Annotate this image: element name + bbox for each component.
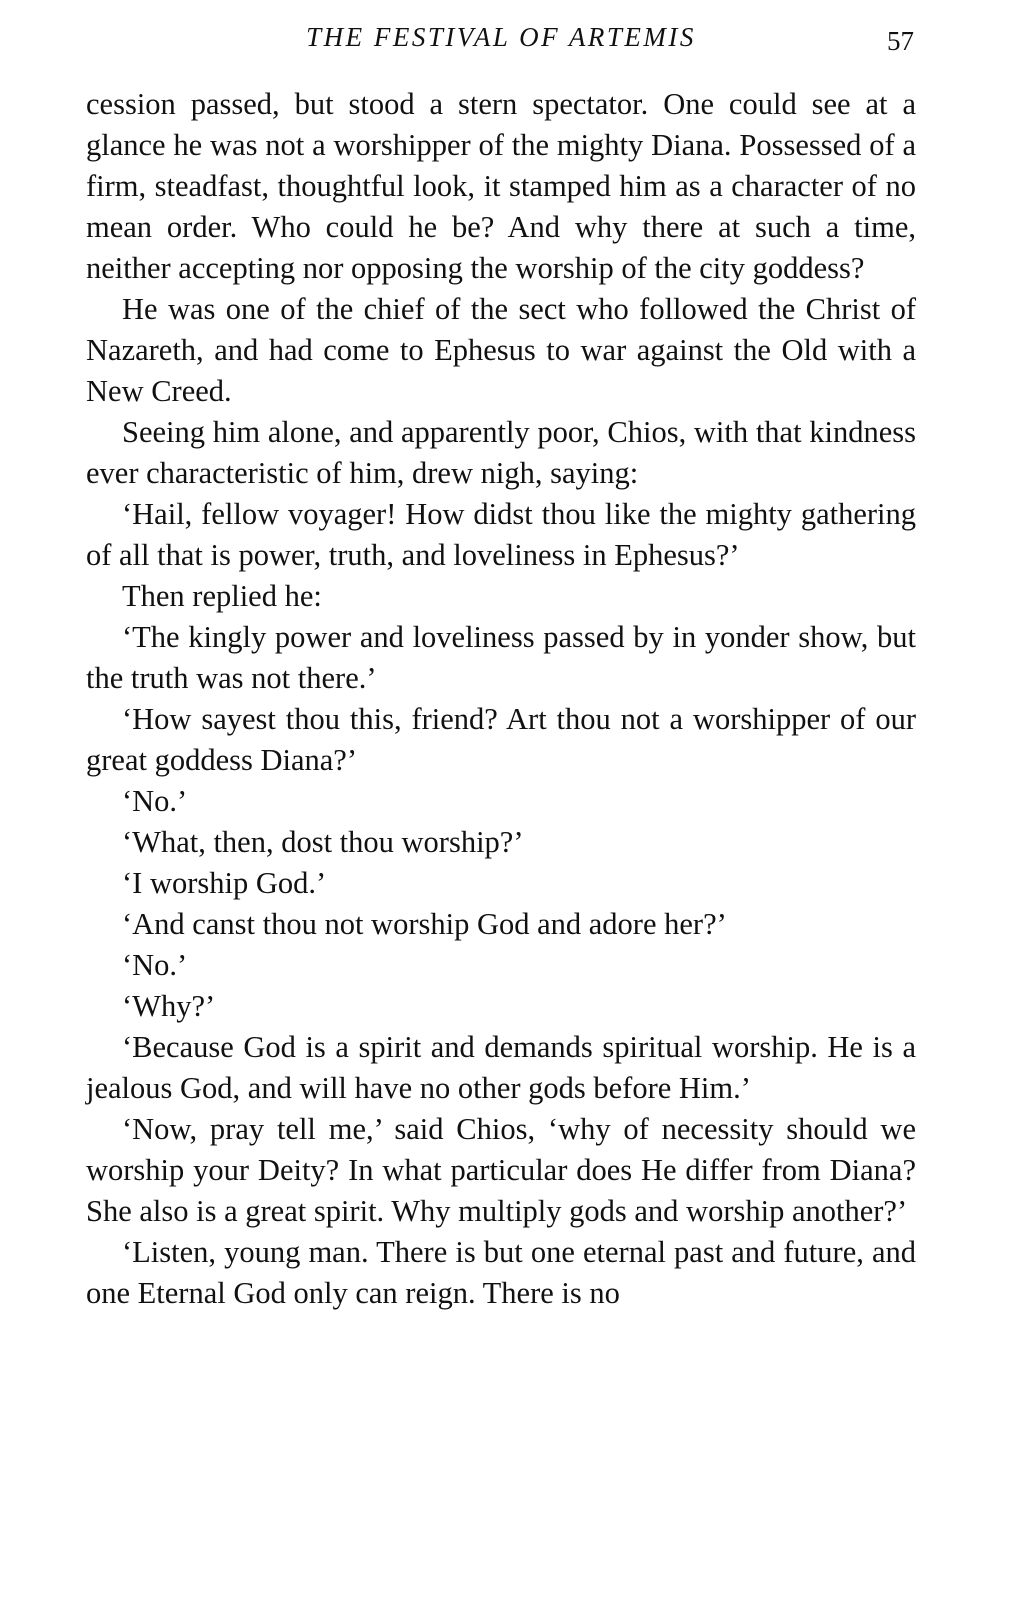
dialogue-line: ‘How sayest thou this, friend? Art thou not a worshipper of our great goddess Diana?’ bbox=[86, 702, 916, 777]
dialogue-line: ‘And canst thou not worship God and adore her?’ bbox=[122, 907, 727, 941]
dialogue-line: Then replied he: bbox=[122, 579, 322, 613]
body-text bbox=[86, 84, 916, 1314]
dialogue-line: ‘What, then, dost thou worship?’ bbox=[122, 825, 524, 859]
dialogue-line: ‘No.’ bbox=[122, 784, 188, 818]
dialogue-line: ‘Now, pray tell me,’ said Chios, ‘why of necessity should we worship your Deity? In what particular does He differ from Diana? She also is a great spirit. Why multiply gods and worship another?’ bbox=[86, 1112, 916, 1228]
dialogue-line: ‘Why?’ bbox=[122, 989, 216, 1023]
paragraph: He was one of the chief of the sect who followed the Christ of Nazareth, and had come to Ephesus to war against the Old with a New Creed. bbox=[86, 292, 916, 408]
dialogue-line: ‘Hail, fellow voyager! How didst thou like the mighty gathering of all that is power, truth, and loveliness in Ephesus?’ bbox=[86, 497, 916, 572]
dialogue-line: ‘I worship God.’ bbox=[122, 866, 327, 900]
dialogue-line: ‘Because God is a spirit and demands spiritual worship. He is a jealous God, and will have no other gods before Him.’ bbox=[86, 1030, 916, 1105]
paragraph: Seeing him alone, and apparently poor, Chios, with that kindness ever characteristic of him, drew nigh, saying: bbox=[86, 415, 916, 490]
dialogue-line: ‘The kingly power and loveliness passed by in yonder show, but the truth was not there.’ bbox=[86, 620, 916, 695]
running-title: THE FESTIVAL OF ARTEMIS bbox=[306, 22, 696, 52]
paragraph: cession passed, but stood a stern spectator. One could see at a glance he was not a worshipper of the mighty Diana. Possessed of a firm, steadfast, thoughtful look, it stamped him as a character of no mean order. Who could he be? And why there at such a time, neither accepting nor opposing the worship of the city goddess? bbox=[86, 87, 916, 285]
dialogue-line: ‘No.’ bbox=[122, 948, 188, 982]
dialogue-line: ‘Listen, young man. There is but one eternal past and future, and one Eternal God only can reign. There is no bbox=[86, 1235, 916, 1310]
page-number: 57 bbox=[887, 26, 914, 56]
running-header bbox=[86, 22, 916, 62]
